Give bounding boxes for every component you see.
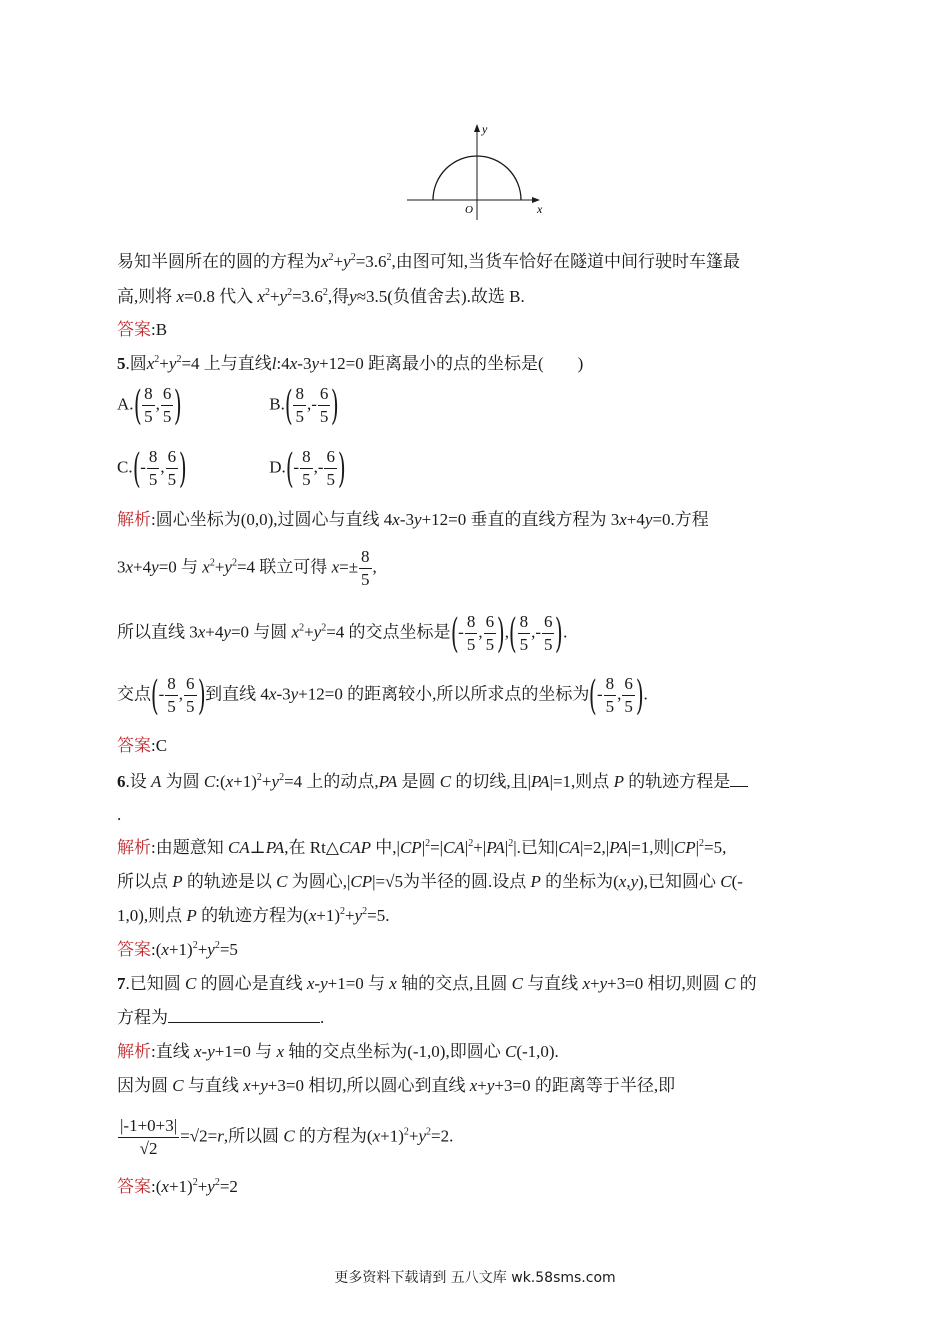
options-row-2: [117, 446, 417, 491]
analysis-line: 解析:由题意知 CA⊥PA,在 Rt△CAP 中$,|CP|^2=|CA|^2+|PA|^2|$.已知|CA|=2,|PA|=1,则$|CP|^2=5$,: [117, 838, 727, 858]
question-7: 7.已知圆 C 的圆心是直线 x-y+1=0 与 x 轴的交点,且圆 C 与直线 x+y+3=0 相切,则圆 C 的: [117, 974, 757, 993]
option-b: B.( $\frac{8}{5}$ ,- $\frac{6}{5}$ ): [269, 382, 340, 429]
answer-blank: [168, 1022, 320, 1023]
option-a: A.( $\frac{8}{5}$ , $\frac{6}{5}$ ): [117, 382, 183, 429]
text-line: 方程为 .: [117, 1008, 325, 1027]
text-line: .: [117, 805, 122, 824]
text-line: 易知半圆所在的圆的方程为$x^2+y^2=3.6^2$,由图可知,当货车恰好在隧道中间行驶时车篷最: [117, 252, 741, 271]
answer-blank: [730, 786, 748, 787]
x-axis-label: x: [537, 202, 543, 216]
options-row-1: [117, 383, 417, 428]
answer-line: 答案$:(x+1)^2+y^2=2$: [117, 1177, 238, 1197]
analysis-label: 解析: [117, 1042, 151, 1062]
answer-label: 答案: [117, 320, 151, 340]
semicircle-graph: [405, 120, 555, 225]
analysis-line: 解析:直线 x-y+1=0 与 x 轴的交点坐标为(-1,0),即圆心 C(-1,0).: [117, 1042, 559, 1062]
answer-label: 答案: [117, 940, 151, 960]
text-line: 所以直线 3x+4y=0 与圆 $x^2+y^2=4$ 的交点坐标是(- $\frac{8}{5}$ , $\frac{6}{5}$ ),( $\frac{8}{5}$ ,- $\frac{6}{5}$ ).: [117, 610, 568, 657]
question-6: 6.设 A 为圆 $C:(x+1)^2+y^2=4$ 上的动点,PA 是圆 C 的切线,且|PA|=1,则点 P 的轨迹方程是: [117, 770, 748, 794]
text-line: 1,0),则点 P 的轨迹方程为$(x+1)^2+y^2=5$.: [117, 906, 390, 925]
origin-label: O: [465, 204, 473, 216]
text-line: 3x+4y=0 与 $x^2+y^2=4$ 联立可得 x=± $\frac{8}{5}$ ,: [117, 547, 377, 589]
analysis-label: 解析: [117, 510, 151, 530]
analysis-line: 解析:圆心坐标为(0,0),过圆心与直线 4x-3y+12=0 垂直的直线方程为 3x+4y=0.方程: [117, 510, 709, 530]
question-5: 5.圆$x^2+y^2=4$ 上与直线l:4x-3y+12=0 距离最小的点的坐标是( ): [117, 354, 584, 373]
answer-line: 答案:B: [117, 320, 168, 340]
answer-line: 答案$:(x+1)^2+y^2=5$: [117, 940, 238, 960]
text-line: 高,则将 x=0.8 代入 $x^2+y^2=3.6^2$,得y≈3.5(负值舍去).故选 B.: [117, 287, 525, 306]
y-axis-arrow: [474, 124, 480, 132]
answer-label: 答案: [117, 1177, 151, 1197]
option-c: C.(- $\frac{8}{5}$ , $\frac{6}{5}$ ): [117, 445, 187, 492]
analysis-label: 解析: [117, 838, 151, 858]
text-line: 因为圆 C 与直线 x+y+3=0 相切,所以圆心到直线 x+y+3=0 的距离等于半径,即: [117, 1076, 676, 1095]
y-axis-label: y: [482, 122, 488, 136]
text-line: 交点(- $\frac{8}{5}$ , $\frac{6}{5}$ )到直线 4x-3y+12=0 的距离较小,所以所求点的坐标为(- $\frac{8}{5}$ , $\frac{6}{5}$ ).: [117, 672, 648, 719]
footer-text: 更多资料下载请到 五八文库 wk.58sms.com: [334, 1270, 616, 1286]
answer-line: 答案:C: [117, 736, 168, 756]
option-d: D.(- $\frac{8}{5}$ ,- $\frac{6}{5}$ ): [269, 445, 346, 492]
text-line: 所以点 P 的轨迹是以 C 为圆心,|CP|=√5为半径的圆.设点 P 的坐标为(x,y),已知圆心 C(-: [117, 872, 743, 891]
text-line: $\frac{|-1+0+3|}{√2}$ =√2=r,所以圆 C 的方程为$(x+1)^2+y^2=2$.: [120, 1116, 454, 1158]
answer-label: 答案: [117, 736, 151, 756]
